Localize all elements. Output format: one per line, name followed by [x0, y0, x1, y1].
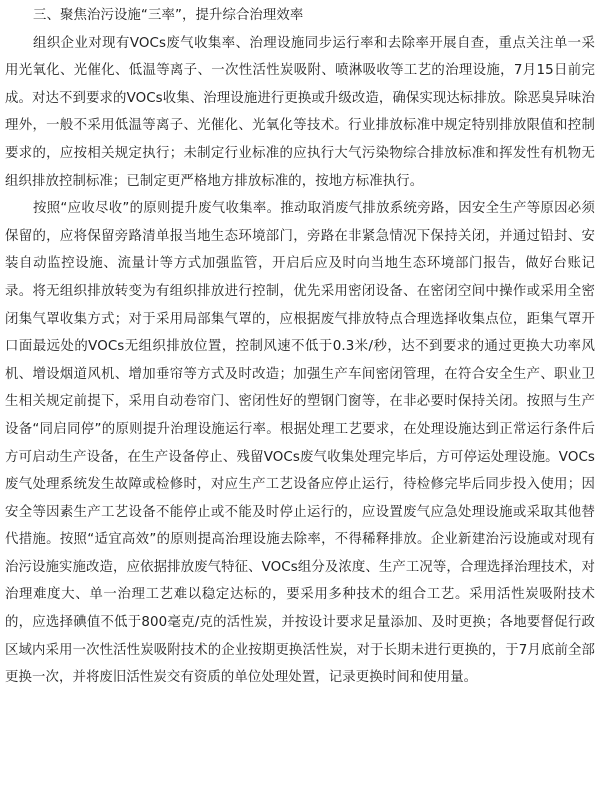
paragraph-self-inspection: 组织企业对现有VOCs废气收集率、治理设施同步运行率和去除率开展自查，重点关注单一采用光氧化、光催化、低温等离子、一次性活性炭吸附、喷淋吸收等工艺的治理设施，7月15日前完成。对达不到要求的VOCs收集、治理设施进行更换或升级改造，确保实现达标排放。除恶臭异味治理外，一般不采用低温等离子、光催化、光氧化等技术。行业排放标准中规定特别排放限值和控制要求的，应按相关规定执行；未制定行业标准的应执行大气污染物综合排放标准和挥发性有机物无组织排放控制标准；已制定更严格地方排放标准的，按地方标准执行。: [5, 35, 595, 189]
paragraph-collection-efficiency: 按照“应收尽收”的原则提升废气收集率。推动取消废气排放系统旁路，因安全生产等原因必须保留的，应将保留旁路清单报当地生态环境部门，旁路在非紧急情况下保持关闭，并通过铅封、安装自动监控设施、流量计等方式加强监管，开启后应及时向当地生态环境部门报告，做好台账记录。将无组织排放转变为有组织排放进行控制，优先采用密闭设备、在密闭空间中操作或采用全密闭集气罩收集方式；对于采用局部集气罩的，应根据废气排放特点合理选择收集点位，距集气罩开口面最远处的VOCs无组织排放位置，控制风速不低于0.3米/秒，达不到要求的通过更换大功率风机、增设烟道风机、增加垂帘等方式及时改造；加强生产车间密闭管理，在符合安全生产、职业卫生相关规定前提下，采用自动卷帘门、密闭性好的塑钢门窗等，在非必要时保持关闭。按照与生产设备“同启同停”的原则提升治理设施运行率。根据处理工艺要求，在处理设施达到正常运行条件后方可启动生产设备，在生产设备停止、残留VOCs废气收集处理完毕后，方可停运处理设施。VOCs废气处理系统发生故障或检修时，对应生产工艺设备应停止运行，待检修完毕后同步投入使用；因安全等因素生产工艺设备不能停止或不能及时停止运行的，应设置废气应急处理设施或采取其他替代措施。按照“适宜高效”的原则提高治理设施去除率，不得稀释排放。企业新建治污设施或对现有治污设施实施改造，应依据排放废气特征、VOCs组分及浓度、生产工况等，合理选择治理技术，对治理难度大、单一治理工艺难以稳定达标的，要采用多种技术的组合工艺。采用活性炭吸附技术的，应选择碘值不低于800毫克/克的活性炭，并按设计要求足量添加、及时更换；各地要督促行政区域内采用一次性活性炭吸附技术的企业按期更换活性炭，对于长期未进行更换的，于7月底前全部更换一次，并将废旧活性炭交有资质的单位处理处置，记录更换时间和使用量。: [5, 201, 595, 686]
section-heading: 三、聚焦治污设施“三率”，提升综合治理效率: [33, 8, 304, 23]
